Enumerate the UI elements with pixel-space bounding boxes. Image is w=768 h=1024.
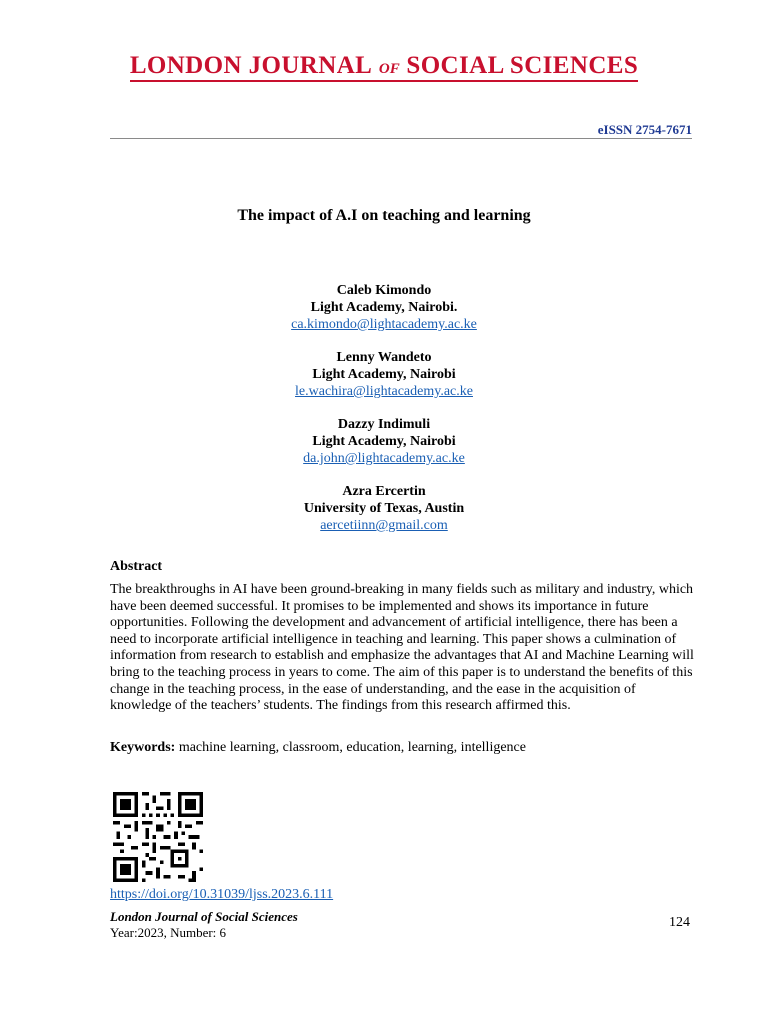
author-email-link[interactable]: ca.kimondo@lightacademy.ac.ke: [291, 317, 477, 332]
author-email-link[interactable]: da.john@lightacademy.ac.ke: [303, 451, 465, 466]
author-name: Lenny Wandeto: [336, 350, 432, 365]
author-block: [0, 416, 768, 467]
abstract-text: The breakthroughs in AI have been ground-breaking in many fields such as military and industry, which have been deemed successful. It promises to be implemented and shows its importance in future opportunities. Following the development and advancement of artificial intelligence, there has been a need to incorporate artificial intelligence in teaching and learning. This paper shows a culmination of information from research to establish and emphasize the advantages that AI and Machine Learning will bring to the teaching process in years to come. The aim of this paper is to understand the benefits of this change in the teaching process, in the ease of understanding, and the ease in the acquisition of knowledge of the teachers’ students. The findings from this research affirmed this.: [110, 582, 694, 714]
author-block: [0, 282, 768, 333]
author-email-link[interactable]: le.wachira@lightacademy.ac.ke: [295, 384, 473, 399]
footer-year-number: Year:2023, Number: 6: [110, 925, 227, 940]
abstract-heading: Abstract: [110, 559, 163, 574]
journal-masthead: [0, 52, 768, 80]
author-block: [0, 483, 768, 534]
footer-journal-name: London Journal of Social Sciences: [110, 909, 298, 924]
header-divider: [110, 138, 692, 139]
journal-name-part1: LONDON JOURNAL: [129, 52, 373, 79]
doi-link[interactable]: https://doi.org/10.31039/ljss.2023.6.111: [110, 887, 334, 902]
author-block: [0, 349, 768, 400]
page-number: 124: [669, 915, 690, 930]
keywords-line: [110, 740, 526, 756]
author-list: [0, 282, 768, 550]
journal-name-part2: SOCIAL SCIENCES: [406, 52, 639, 79]
qr-code-icon: [113, 792, 203, 882]
author-affiliation: Light Academy, Nairobi.: [310, 300, 458, 315]
author-affiliation: University of Texas, Austin: [303, 501, 465, 516]
author-name: Dazzy Indimuli: [337, 417, 431, 432]
keywords-text: machine learning, classroom, education, learning, intelligence: [178, 740, 526, 755]
author-name: Caleb Kimondo: [336, 283, 432, 298]
eissn-label: eISSN 2754-7671: [597, 122, 692, 137]
author-affiliation: Light Academy, Nairobi: [312, 367, 456, 382]
author-email-link[interactable]: aercetiinn@gmail.com: [320, 518, 448, 533]
journal-name-of: OF: [378, 61, 400, 77]
paper-title: The impact of A.I on teaching and learning: [237, 207, 531, 224]
author-name: Azra Ercertin: [342, 484, 426, 499]
author-affiliation: Light Academy, Nairobi: [312, 434, 456, 449]
keywords-label: Keywords:: [110, 740, 176, 755]
